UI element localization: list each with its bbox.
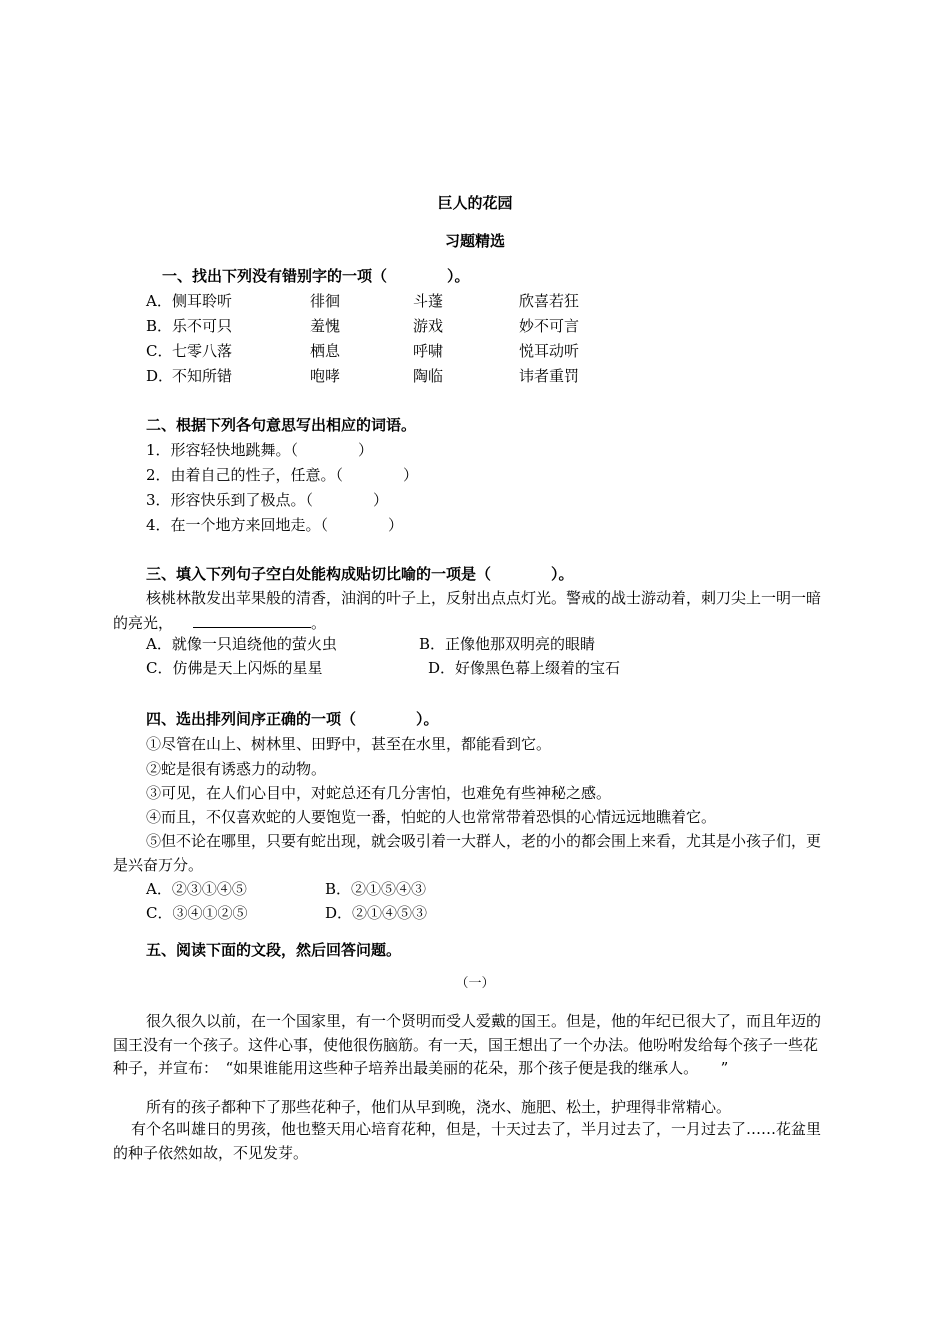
q3-passage-line: 核桃林散发出苹果般的清香，油润的叶子上，反射出点点灯光。警戒的战士游动着，刺刀尖上一明一暗 xyxy=(146,589,822,607)
q4-sentence: ②蛇是很有诱惑力的动物。 xyxy=(146,760,327,778)
q1-word: 侧耳聆听 xyxy=(172,292,233,310)
q3-option-a: A．就像一只追绕他的萤火虫 xyxy=(146,635,337,653)
q3-heading: 三、填入下列句子空白处能构成贴切比喻的一项是（ ）。 xyxy=(146,565,574,583)
q5-paragraph-line: 所有的孩子都种下了那些花种子，他们从早到晚，浇水、施肥、松土，护理得非常精心。 xyxy=(146,1098,732,1116)
q1-word: 妙不可言 xyxy=(519,317,580,335)
q3-passage-end: 。 xyxy=(311,614,327,632)
q5-part-label: （一） xyxy=(455,976,495,991)
q1-word: 呼啸 xyxy=(413,342,444,360)
q5-heading: 五、阅读下面的文段，然后回答问题。 xyxy=(146,941,402,959)
q4-option-a: A．②③①④⑤ xyxy=(146,880,247,898)
q1-option-letter: C． xyxy=(146,342,173,360)
q4-sentence: ④而且，不仅喜欢蛇的人要饱览一番，怕蛇的人也常常带着恐惧的心情远远地瞧着它。 xyxy=(146,808,717,826)
q1-word: 陶临 xyxy=(413,367,444,385)
q2-heading: 二、根据下列各句意思写出相应的词语。 xyxy=(146,416,417,434)
q1-option-letter: B． xyxy=(146,317,173,335)
q4-heading: 四、选出排列间序正确的一项（ ）。 xyxy=(146,710,439,728)
q4-sentence: ③可见，在人们心目中，对蛇总还有几分害怕，也难免有些神秘之感。 xyxy=(146,784,612,802)
q1-word: 徘徊 xyxy=(310,292,341,310)
q1-word: 讳者重罚 xyxy=(519,367,580,385)
q4-option-d: D．②①④⑤③ xyxy=(325,904,428,922)
page-subtitle: 习题精选 xyxy=(444,232,505,250)
q3-option-d: D．好像黑色幕上缀着的宝石 xyxy=(428,659,621,677)
page-title: 巨人的花园 xyxy=(437,194,513,212)
q5-paragraph-line: 有个名叫雄日的男孩，他也整天用心培育花种，但是，十天过去了，半月过去了，一月过去了……花盆里 xyxy=(131,1120,822,1138)
q4-sentence: ①尽管在山上、树林里、田野中，甚至在水里，都能看到它。 xyxy=(146,735,552,753)
q5-paragraph-line: 的种子依然如故，不见发芽。 xyxy=(113,1144,309,1162)
q2-item: 3．形容快乐到了极点。（ ） xyxy=(146,491,389,509)
q1-word: 斗蓬 xyxy=(413,292,444,310)
q5-paragraph-line: 国王没有一个孩子。这件心事，使他很伤脑筋。有一天，国王想出了一个办法。他吩咐发给每个孩子一些花 xyxy=(113,1036,819,1054)
q4-sentence-cont: 是兴奋万分。 xyxy=(113,856,204,874)
q1-option-letter: D． xyxy=(146,367,174,385)
q5-paragraph-line: 很久很久以前，在一个国家里，有一个贤明而受人爱戴的国王。但是，他的年纪已很大了，而且年迈的 xyxy=(146,1012,822,1030)
q1-word: 欣喜若狂 xyxy=(519,292,580,310)
q1-option-letter: A． xyxy=(146,292,172,310)
q1-word: 七零八落 xyxy=(172,342,233,360)
q1-word: 游戏 xyxy=(413,317,444,335)
q1-word: 栖息 xyxy=(310,342,341,360)
q3-passage-line xyxy=(113,611,326,633)
q1-word: 乐不可只 xyxy=(172,317,233,335)
q2-item: 2．由着自己的性子，任意。（ ） xyxy=(146,466,419,484)
answer-blank xyxy=(193,611,311,628)
q1-word: 不知所错 xyxy=(172,367,233,385)
q2-item: 4．在一个地方来回地走。（ ） xyxy=(146,516,404,534)
q3-option-c: C．仿佛是天上闪烁的星星 xyxy=(146,659,323,677)
q1-word: 咆哮 xyxy=(310,367,341,385)
q1-heading: 一、找出下列没有错别字的一项（ ）。 xyxy=(162,267,470,285)
q1-word: 羞愧 xyxy=(310,317,341,335)
q1-word: 悦耳动听 xyxy=(519,342,580,360)
q3-passage-text: 的亮光， xyxy=(113,614,174,632)
q4-option-b: B．②①⑤④③ xyxy=(325,880,427,898)
q3-option-b: B．正像他那双明亮的眼睛 xyxy=(419,635,596,653)
q2-item: 1．形容轻快地跳舞。（ ） xyxy=(146,441,374,459)
q4-sentence: ⑤但不论在哪里，只要有蛇出现，就会吸引着一大群人，老的小的都会围上来看，尤其是小孩子们，更 xyxy=(146,832,822,850)
q5-paragraph-line: 种子，并宣布： “如果谁能用这些种子培养出最美丽的花朵，那个孩子便是我的继承人。 ” xyxy=(113,1059,729,1077)
q4-option-c: C．③④①②⑤ xyxy=(146,904,248,922)
